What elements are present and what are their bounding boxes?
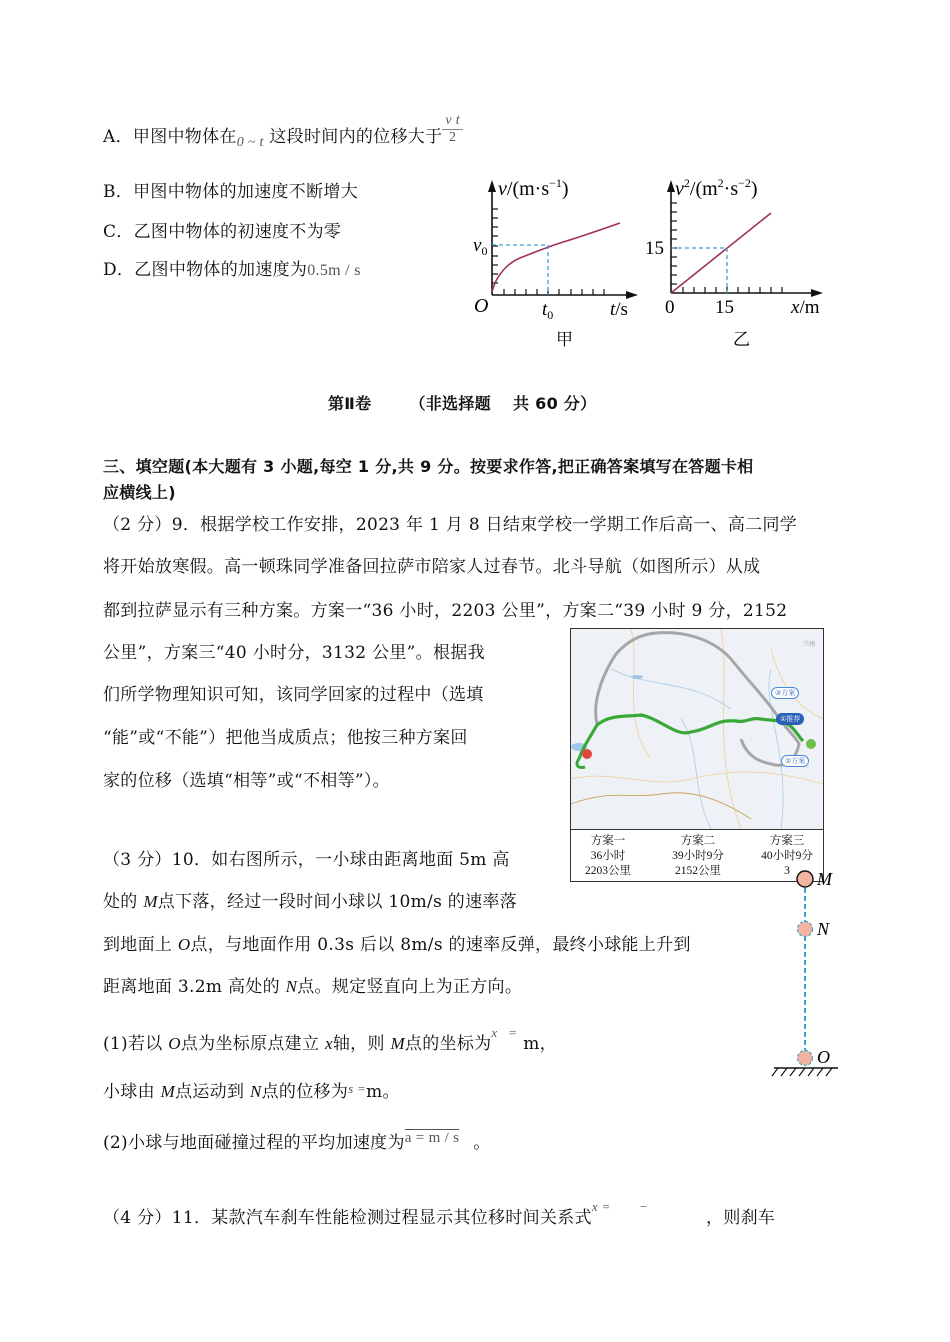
ball-o-icon	[798, 1051, 813, 1066]
start-pin-icon	[806, 739, 816, 749]
q10-line2: 处的 M点下落，经过一段时间小球以 10m/s 的速率落	[103, 892, 517, 912]
q9-line3: 都到拉萨显示有三种方案。方案一“36 小时，2203 公里”，方案二“39 小时 9 分，2152	[103, 601, 788, 621]
ball-drop-diagram	[762, 862, 852, 1082]
q10-line3: 到地面上 O点，与地面作用 0.3s 后以 8m/s 的速率反弹，最终小球能上升到	[103, 935, 691, 955]
svg-text:兰州: 兰州	[803, 641, 816, 648]
route-tag-1: ①推荐	[776, 713, 804, 725]
svg-text:15: 15	[715, 297, 734, 318]
ball-n-icon	[798, 922, 813, 937]
svg-text:M: M	[817, 869, 832, 889]
svg-text:15: 15	[645, 238, 664, 259]
svg-text:x/m: x/m	[791, 297, 820, 318]
q9-line7: 家的位移（选填“相等”或“不相等”）。	[103, 771, 390, 791]
part3-heading-cont: 应横线上)	[103, 483, 176, 502]
svg-text:v0: $v_0$	[473, 235, 488, 258]
plan-2: 方案二 39小时9分 2152公里	[672, 835, 724, 877]
chart-yi	[645, 170, 845, 355]
svg-text:甲: 甲	[556, 330, 573, 350]
option-label: A．	[103, 127, 133, 147]
destination-pin-icon	[582, 749, 592, 759]
q9-line1: （2 分）9．根据学校工作安排，2023 年 1 月 8 日结束学校一学期工作后高一、高二同学	[103, 515, 798, 535]
svg-text:O: O	[474, 295, 489, 317]
svg-text:乙: 乙	[733, 330, 750, 350]
plan-3: 方案三 40小时9分 3	[761, 835, 813, 877]
q9-line2: 将开始放寒假。高一顿珠同学准备回拉萨市陪家人过春节。北斗导航（如图所示）从成	[103, 557, 761, 577]
plan-1: 方案一 36小时 2203公里	[585, 835, 631, 877]
navigation-map	[570, 628, 824, 882]
part3-heading: 三、填空题(本大题有 3 小题,每空 1 分,共 9 分。按要求作答,把正确答案填写在答题卡相	[103, 457, 754, 476]
option-b: B．甲图中物体的加速度不断增大	[103, 182, 358, 202]
route-tag-2: ②方案	[781, 755, 809, 767]
section-title: 第Ⅱ卷 （非选择题 共 60 分）	[328, 394, 597, 413]
svg-text:v2/(m2·s−2): $v^2/(m^2\cdot s^{-2})$	[675, 176, 758, 200]
svg-text:O: O	[817, 1047, 830, 1067]
blank-a: a = m / s	[404, 1130, 460, 1146]
chart-jia	[460, 170, 650, 355]
q9-line6: “能”或“不能”）把他当成质点；他按三种方案回	[103, 728, 468, 748]
q10-line1: （3 分）10．如右图所示，一小球由距离地面 5m 高	[103, 850, 510, 870]
map-image	[571, 629, 823, 829]
q9-line4: 公里”，方案三“40 小时分，3132 公里”。根据我	[103, 643, 485, 663]
route-tag-3: ③方案	[771, 687, 799, 699]
blank-x: x =	[491, 1025, 518, 1040]
q10-line4: 距离地面 3.2m 高处的 N点。规定竖直向上为正方向。	[103, 977, 523, 997]
svg-text:t/s: t/s	[610, 299, 628, 320]
option-c: C．乙图中物体的初速度不为零	[103, 222, 342, 242]
q10-sub1b: 小球由 M点运动到 N点的位移为$^{s =}$m。	[103, 1081, 400, 1102]
q10-sub2: (2)小球与地面碰撞过程的平均加速度为a = m / s 。	[103, 1130, 491, 1153]
q9-line5: 们所学物理知识可知，该同学回家的过程中（选填	[103, 685, 484, 705]
y-axis-label-jia: $v/(m\cdot s^{-1})$	[498, 176, 569, 200]
svg-text:t0: $t_0$	[542, 299, 554, 322]
svg-text:0: 0	[665, 297, 675, 318]
option-d: D．乙图中物体的加速度为0.5m / s	[103, 260, 361, 280]
svg-text:N: N	[817, 919, 830, 939]
ball-m-icon	[797, 871, 813, 887]
fraction: $\frac{\text{v t}}{2}$	[442, 113, 463, 146]
blank-s: s =	[348, 1081, 367, 1096]
formula-x: x = −	[591, 1199, 649, 1214]
q10-sub1: (1)若以 O点为坐标原点建立 x轴，则 M点的坐标为$^{x =}$m，	[103, 1025, 557, 1054]
math-range: 0 ~ t	[236, 135, 264, 150]
q11-line1: （4 分）11．某款汽车刹车性能检测过程显示其位移时间关系式$^{x = -}$，则刹车	[103, 1199, 776, 1228]
option-a: A．甲图中物体在$_{0 \sim t}$ 这段时间内的位移大于 $\frac{\text{v t}}{2}$	[103, 122, 463, 151]
